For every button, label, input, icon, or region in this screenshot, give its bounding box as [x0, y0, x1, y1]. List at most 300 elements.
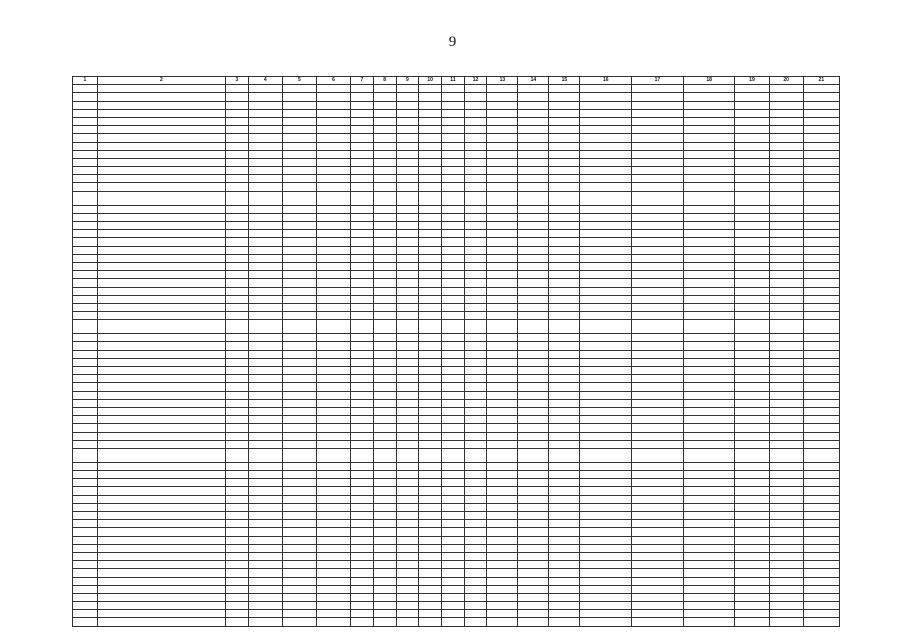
table-cell: [683, 287, 735, 295]
table-cell: [396, 350, 419, 358]
table-cell: [225, 205, 248, 213]
column-header: 16: [580, 77, 632, 85]
table-cell: [248, 544, 282, 552]
table-cell: [316, 213, 350, 221]
table-cell: [803, 109, 839, 117]
table-cell: [396, 602, 419, 610]
table-cell: [282, 432, 316, 440]
table-cell: [769, 334, 803, 342]
table-cell: [225, 479, 248, 487]
table-cell: [419, 593, 442, 601]
table-cell: [316, 101, 350, 109]
table-cell: [396, 512, 419, 520]
table-cell: [248, 342, 282, 350]
table-cell: [73, 585, 98, 593]
table-row: [73, 569, 840, 577]
table-cell: [487, 109, 518, 117]
table-cell: [632, 399, 684, 407]
table-cell: [97, 503, 225, 511]
table-cell: [373, 448, 396, 462]
table-cell: [683, 183, 735, 191]
table-cell: [487, 312, 518, 320]
table-cell: [419, 191, 442, 205]
table-cell: [316, 222, 350, 230]
table-cell: [464, 342, 487, 350]
table-cell: [803, 618, 839, 626]
table-cell: [464, 262, 487, 270]
table-cell: [632, 577, 684, 585]
table-cell: [316, 471, 350, 479]
table-cell: [487, 279, 518, 287]
table-cell: [441, 126, 464, 134]
table-cell: [632, 191, 684, 205]
table-cell: [419, 602, 442, 610]
table-cell: [769, 585, 803, 593]
table-cell: [632, 101, 684, 109]
table-cell: [351, 126, 374, 134]
table-cell: [97, 391, 225, 399]
column-header: 8: [373, 77, 396, 85]
table-row: [73, 487, 840, 495]
table-cell: [464, 503, 487, 511]
table-cell: [351, 552, 374, 560]
table-cell: [803, 303, 839, 311]
table-cell: [549, 585, 580, 593]
table-cell: [632, 561, 684, 569]
table-cell: [769, 230, 803, 238]
table-cell: [225, 167, 248, 175]
table-cell: [487, 479, 518, 487]
table-cell: [282, 142, 316, 150]
table-cell: [518, 618, 549, 626]
table-cell: [487, 536, 518, 544]
table-cell: [373, 602, 396, 610]
table-cell: [683, 520, 735, 528]
table-row: [73, 399, 840, 407]
table-cell: [73, 246, 98, 254]
table-row: [73, 610, 840, 618]
table-cell: [580, 593, 632, 601]
table-cell: [282, 134, 316, 142]
table-cell: [464, 618, 487, 626]
table-cell: [580, 416, 632, 424]
table-cell: [396, 487, 419, 495]
table-cell: [803, 238, 839, 246]
table-cell: [487, 487, 518, 495]
table-row: [73, 183, 840, 191]
table-cell: [803, 585, 839, 593]
table-cell: [549, 577, 580, 585]
table-cell: [803, 536, 839, 544]
table-cell: [248, 238, 282, 246]
table-cell: [97, 383, 225, 391]
table-cell: [683, 303, 735, 311]
table-cell: [487, 520, 518, 528]
table-cell: [373, 471, 396, 479]
table-cell: [549, 569, 580, 577]
table-cell: [769, 618, 803, 626]
table-cell: [248, 407, 282, 415]
table-cell: [464, 358, 487, 366]
table-cell: [803, 246, 839, 254]
table-cell: [282, 569, 316, 577]
table-cell: [683, 367, 735, 375]
table-cell: [580, 440, 632, 448]
table-cell: [632, 569, 684, 577]
table-row: [73, 101, 840, 109]
table-cell: [632, 416, 684, 424]
table-cell: [316, 230, 350, 238]
table-cell: [351, 238, 374, 246]
table-cell: [373, 375, 396, 383]
table-cell: [683, 536, 735, 544]
table-cell: [464, 238, 487, 246]
table-cell: [97, 175, 225, 183]
table-cell: [803, 552, 839, 560]
table-header-row: [73, 77, 840, 85]
table-cell: [803, 287, 839, 295]
table-cell: [73, 320, 98, 334]
table-cell: [632, 312, 684, 320]
table-cell: [97, 183, 225, 191]
table-cell: [464, 399, 487, 407]
table-cell: [580, 150, 632, 158]
table-cell: [803, 93, 839, 101]
table-cell: [441, 101, 464, 109]
table-cell: [632, 254, 684, 262]
table-cell: [580, 610, 632, 618]
table-cell: [518, 544, 549, 552]
table-cell: [683, 577, 735, 585]
table-cell: [373, 303, 396, 311]
table-row: [73, 512, 840, 520]
table-cell: [316, 448, 350, 462]
table-cell: [803, 432, 839, 440]
table-cell: [803, 134, 839, 142]
table-cell: [73, 262, 98, 270]
table-cell: [248, 462, 282, 470]
table-cell: [441, 167, 464, 175]
table-cell: [97, 238, 225, 246]
table-cell: [683, 350, 735, 358]
table-cell: [316, 399, 350, 407]
table-cell: [769, 262, 803, 270]
table-cell: [351, 383, 374, 391]
table-cell: [518, 375, 549, 383]
table-cell: [580, 495, 632, 503]
table-cell: [351, 593, 374, 601]
table-cell: [351, 391, 374, 399]
table-cell: [735, 610, 769, 618]
table-cell: [351, 254, 374, 262]
table-cell: [351, 407, 374, 415]
table-cell: [487, 93, 518, 101]
table-cell: [549, 262, 580, 270]
table-cell: [282, 383, 316, 391]
table-cell: [248, 320, 282, 334]
table-cell: [373, 350, 396, 358]
table-cell: [769, 126, 803, 134]
table-cell: [419, 262, 442, 270]
table-cell: [351, 577, 374, 585]
table-cell: [769, 342, 803, 350]
table-cell: [316, 569, 350, 577]
table-cell: [769, 101, 803, 109]
table-cell: [441, 93, 464, 101]
table-cell: [73, 367, 98, 375]
table-cell: [441, 312, 464, 320]
table-cell: [441, 117, 464, 125]
table-cell: [282, 222, 316, 230]
table-cell: [683, 424, 735, 432]
table-cell: [97, 295, 225, 303]
table-row: [73, 471, 840, 479]
table-cell: [487, 618, 518, 626]
table-cell: [464, 205, 487, 213]
table-cell: [487, 602, 518, 610]
table-cell: [373, 334, 396, 342]
table-cell: [549, 312, 580, 320]
table-cell: [97, 350, 225, 358]
table-cell: [225, 593, 248, 601]
table-row: [73, 503, 840, 511]
table-cell: [735, 334, 769, 342]
table-cell: [487, 238, 518, 246]
table-cell: [73, 150, 98, 158]
table-cell: [316, 142, 350, 150]
table-cell: [803, 342, 839, 350]
table-cell: [97, 126, 225, 134]
table-cell: [803, 528, 839, 536]
table-cell: [683, 432, 735, 440]
table-cell: [373, 183, 396, 191]
table-cell: [419, 512, 442, 520]
table-cell: [282, 448, 316, 462]
table-cell: [580, 93, 632, 101]
table-cell: [316, 391, 350, 399]
table-cell: [373, 536, 396, 544]
table-cell: [373, 230, 396, 238]
table-cell: [769, 561, 803, 569]
table-cell: [580, 391, 632, 399]
table-cell: [351, 205, 374, 213]
table-cell: [683, 93, 735, 101]
table-cell: [683, 618, 735, 626]
table-cell: [248, 618, 282, 626]
table-cell: [351, 610, 374, 618]
table-cell: [248, 561, 282, 569]
table-cell: [225, 85, 248, 93]
table-cell: [282, 334, 316, 342]
table-cell: [419, 585, 442, 593]
table-cell: [632, 175, 684, 183]
table-cell: [419, 175, 442, 183]
table-cell: [735, 126, 769, 134]
table-row: [73, 287, 840, 295]
table-cell: [735, 167, 769, 175]
table-cell: [73, 109, 98, 117]
table-cell: [225, 93, 248, 101]
table-cell: [683, 544, 735, 552]
table-cell: [248, 448, 282, 462]
table-cell: [441, 222, 464, 230]
table-cell: [282, 462, 316, 470]
table-cell: [282, 246, 316, 254]
table-cell: [683, 479, 735, 487]
table-cell: [441, 85, 464, 93]
column-header: 7: [351, 77, 374, 85]
table-cell: [580, 222, 632, 230]
table-cell: [769, 238, 803, 246]
table-cell: [73, 544, 98, 552]
table-cell: [580, 448, 632, 462]
table-cell: [487, 358, 518, 366]
table-cell: [769, 512, 803, 520]
table-cell: [683, 342, 735, 350]
table-cell: [248, 602, 282, 610]
table-cell: [73, 528, 98, 536]
table-cell: [225, 432, 248, 440]
table-cell: [487, 495, 518, 503]
table-cell: [373, 416, 396, 424]
table-cell: [769, 503, 803, 511]
table-cell: [316, 462, 350, 470]
table-cell: [282, 342, 316, 350]
table-cell: [464, 101, 487, 109]
table-cell: [464, 222, 487, 230]
table-cell: [351, 262, 374, 270]
table-cell: [351, 109, 374, 117]
table-cell: [225, 126, 248, 134]
table-cell: [735, 109, 769, 117]
table-cell: [735, 312, 769, 320]
table-row: [73, 350, 840, 358]
table-cell: [769, 303, 803, 311]
table-cell: [632, 167, 684, 175]
table-cell: [419, 295, 442, 303]
table-cell: [97, 230, 225, 238]
table-cell: [683, 262, 735, 270]
table-cell: [282, 109, 316, 117]
table-cell: [487, 142, 518, 150]
table-cell: [225, 561, 248, 569]
table-cell: [282, 295, 316, 303]
table-cell: [549, 471, 580, 479]
table-cell: [518, 222, 549, 230]
table-cell: [518, 191, 549, 205]
table-row: [73, 238, 840, 246]
table-cell: [464, 512, 487, 520]
table-cell: [73, 126, 98, 134]
table-cell: [225, 577, 248, 585]
table-cell: [580, 350, 632, 358]
table-cell: [549, 391, 580, 399]
table-cell: [580, 528, 632, 536]
table-cell: [487, 416, 518, 424]
table-cell: [351, 520, 374, 528]
table-cell: [549, 205, 580, 213]
table-cell: [73, 213, 98, 221]
table-cell: [248, 593, 282, 601]
table-cell: [97, 424, 225, 432]
table-cell: [419, 230, 442, 238]
table-cell: [373, 279, 396, 287]
table-cell: [803, 479, 839, 487]
table-cell: [735, 117, 769, 125]
table-cell: [487, 350, 518, 358]
table-cell: [518, 312, 549, 320]
table-cell: [518, 303, 549, 311]
table-cell: [441, 577, 464, 585]
table-cell: [419, 117, 442, 125]
table-cell: [735, 577, 769, 585]
table-cell: [373, 271, 396, 279]
table-cell: [225, 536, 248, 544]
table-cell: [282, 552, 316, 560]
table-cell: [419, 432, 442, 440]
column-header: 6: [316, 77, 350, 85]
table-cell: [464, 367, 487, 375]
table-cell: [441, 383, 464, 391]
table-cell: [97, 222, 225, 230]
table-cell: [769, 552, 803, 560]
table-cell: [419, 183, 442, 191]
table-cell: [683, 213, 735, 221]
table-cell: [683, 334, 735, 342]
table-row: [73, 303, 840, 311]
table-cell: [248, 495, 282, 503]
table-row: [73, 424, 840, 432]
table-cell: [735, 213, 769, 221]
table-cell: [396, 320, 419, 334]
table-cell: [396, 585, 419, 593]
table-cell: [803, 391, 839, 399]
table-cell: [396, 183, 419, 191]
table-cell: [769, 142, 803, 150]
table-cell: [803, 101, 839, 109]
table-cell: [97, 577, 225, 585]
table-cell: [464, 312, 487, 320]
table-cell: [419, 303, 442, 311]
table-cell: [316, 262, 350, 270]
table-cell: [97, 334, 225, 342]
table-cell: [683, 230, 735, 238]
table-cell: [396, 416, 419, 424]
table-cell: [225, 375, 248, 383]
table-cell: [97, 462, 225, 470]
table-cell: [683, 191, 735, 205]
table-cell: [549, 222, 580, 230]
table-cell: [769, 85, 803, 93]
table-cell: [97, 287, 225, 295]
table-cell: [373, 561, 396, 569]
table-cell: [487, 462, 518, 470]
table-cell: [97, 610, 225, 618]
table-cell: [282, 528, 316, 536]
table-cell: [803, 167, 839, 175]
table-cell: [632, 462, 684, 470]
table-cell: [735, 503, 769, 511]
table-cell: [683, 383, 735, 391]
table-cell: [73, 610, 98, 618]
table-cell: [351, 462, 374, 470]
table-cell: [632, 262, 684, 270]
table-cell: [97, 536, 225, 544]
table-cell: [518, 462, 549, 470]
table-cell: [282, 618, 316, 626]
table-cell: [282, 399, 316, 407]
table-cell: [373, 117, 396, 125]
